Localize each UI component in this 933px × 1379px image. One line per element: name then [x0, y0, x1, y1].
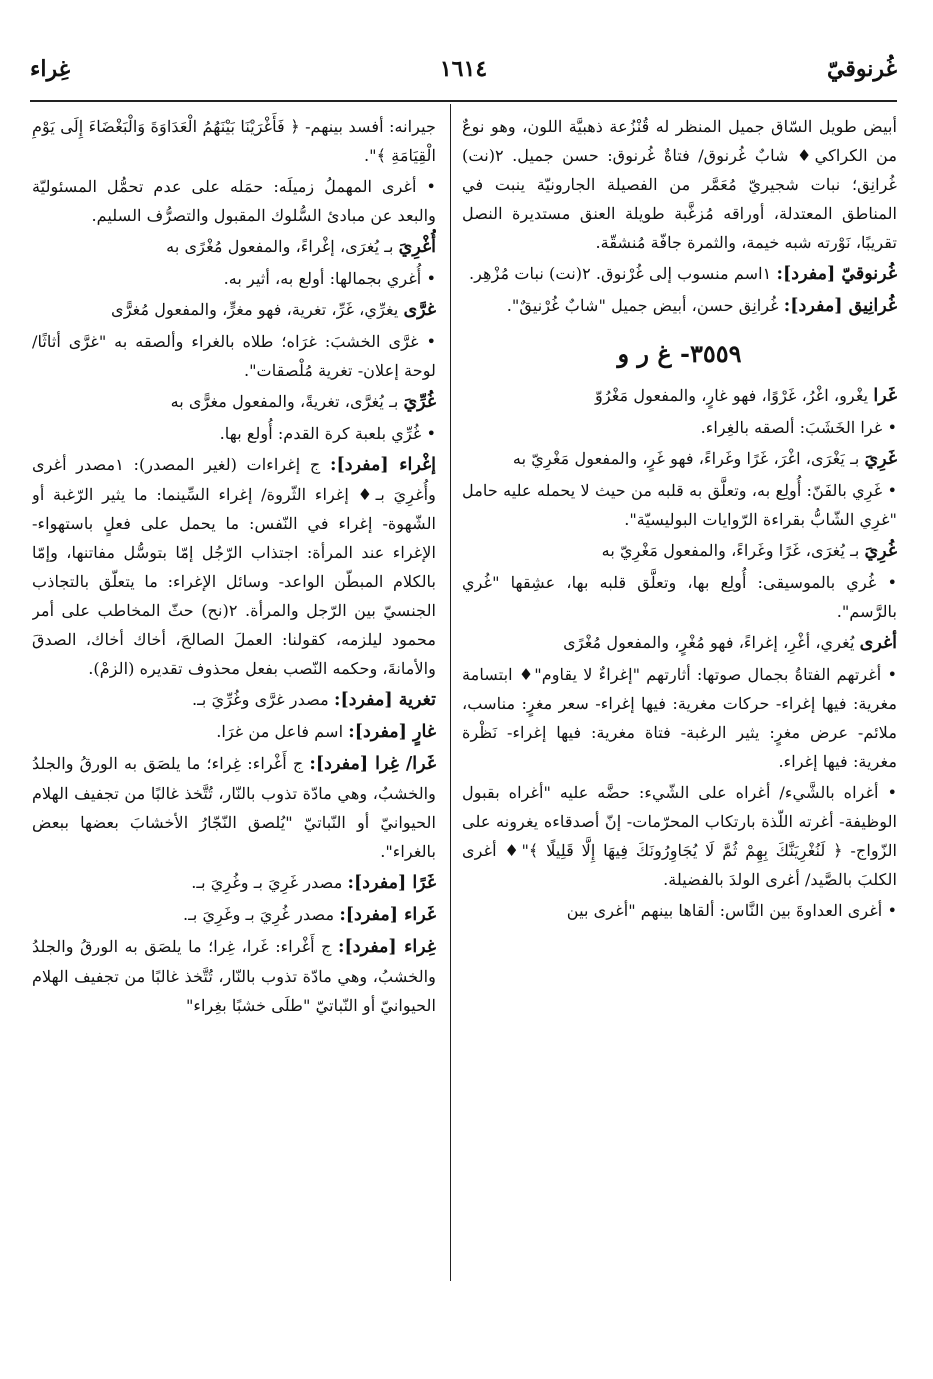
dictionary-entry: [32, 112, 436, 170]
entry-headword: غَرا: [873, 386, 897, 406]
entry-definition: • أغراه بالشَّيء/ أغراه على الشّيء: حضَّه عليه "أغراه بقبول الوظيفة- أغرته اللّذة بارتكاب المحرّمات- إنّ أصدقاءه يغرونه على الزّواج- ﴿ لَنُغْرِيَنَّكَ بِهِمْ ثُمَّ لَا يُجَاوِرُونَكَ فِيهَا إِلَّا قَلِيلًا ﴾"♦ أغرى الكلبَ بالصَّيد/ أغرى الولدَ بالفضيلة.: [462, 783, 897, 889]
entry-definition: • غَرِي بالفَنّ: أُولِع به، وتعلَّق به قلبه من حيث لا يحمله عليه حامل "غرِي الشّابُّ بقراءة الرّوايات البوليسيّة".: [462, 481, 897, 529]
entry-definition: • أغرى العداوةَ بين النَّاس: ألقاها بينهم "أغرى بين: [566, 901, 897, 920]
entry-headword: غُرِيَ: [864, 541, 897, 561]
entry-definition: غُرانِق حسن، أبيض جميل "شابٌ غُرْنيقٌ".: [506, 296, 784, 315]
dictionary-entry: [32, 295, 436, 325]
entry-headword: غَراء [مفرد]:: [339, 905, 436, 925]
entry-headword: غَرًا [مفرد]:: [347, 873, 436, 893]
dictionary-entry: [32, 419, 436, 448]
entry-definition: بـ يُغرَى، غَرًا وغَراءً، والمفعول مَغْرِيّ به: [601, 541, 865, 560]
entry-definition: • غُرِّي بلعبة كرة القدم: أُولع بها.: [219, 424, 436, 443]
entry-headword: تغرية [مفرد]:: [333, 690, 436, 710]
entry-definition: يغرِّي، غَرِّ، تغرية، فهو مغرٍّ، والمفعول مُغرًّى: [111, 300, 404, 319]
entry-headword: أغرى: [859, 633, 897, 653]
entry-definition: يُغري، أغْرِ، إغراءً، فهو مُغْرٍ، والمفعول مُغْرًى: [563, 633, 860, 652]
entry-headword: غَرا/ غِرا [مفرد]:: [309, 754, 436, 774]
entry-headword: غُرِّيَ: [403, 392, 436, 412]
entry-headword: غارٍ [مفرد]:: [348, 722, 436, 742]
entry-definition: جيرانه: أفسد بينهم- ﴿ فَأَغْرَيْنَا بَيْنَهُمُ الْعَدَاوَةَ وَالْبَغْضَاءَ إِلَى يَوْمِ الْقِيَامَةِ ﴾".: [32, 117, 436, 165]
dictionary-entry: [32, 450, 436, 683]
entry-headword: غِراء [مفرد]:: [338, 937, 436, 957]
entry-definition: أبيض طويل السّاق جميل المنظر له قُنْزُعة ذهبيَّة اللون، وهو نوعٌ من الكراكي♦ شابٌ غُرنوق/ فتاةٌ غُرنوق: حسن جميل. ٢(نت) غُرانِق؛ نبات شجيريّ مُعَمَّر من الفصيلة الجارونيّة ينبت في المناطق المعتدلة، أوراقه مُزغَّبة طويلة العنق مستديرة النصل تقريبًا، نَوْرته شبه خيمة، والثمرة جافّة مُنشقّة.: [462, 117, 897, 252]
entry-definition: بـ يُغرَّى، تغريةً، والمفعول مغرًّى به: [170, 392, 404, 411]
entry-headword: غَرِيَ: [864, 449, 897, 469]
page-number: ١٦١٤: [439, 56, 488, 82]
entry-definition: • غُري بالموسيقى: أُولِع بها، وتعلَّق قلبه بها، عشِقها "غُري بالرَّسم".: [462, 573, 897, 621]
entry-definition: يغْرو، اغْرُ، غَرْوًا، فهو غارٍ، والمفعول مَغْرُوّ: [595, 386, 874, 405]
dictionary-entry: [32, 172, 436, 230]
entry-headword: غُرانِيق [مفرد]:: [783, 296, 897, 316]
entry-definition: بـ يَغْرَى، اغْرَ، غَرًا وغَراءً، فهو غَرٍ، والمفعول مَغْرِيّ به: [512, 449, 865, 468]
dictionary-entry: [462, 536, 897, 566]
entry-definition: ج أَغْراء: غَرا، غِرا؛ ما يلصَق به الورقُ والجلدُ والخشبُ، وهي مادّة تذوب بالنّار، تُتَّخذ غالبًا من تجفيف الهلام الحيوانيّ أو النّباتيّ "طلَى خشبًا بغِراء": [32, 937, 436, 1015]
dictionary-entry: [32, 387, 436, 417]
left-column: [32, 112, 436, 1280]
dictionary-entry: [462, 778, 897, 894]
header-first-word: غُرنوقيّ: [827, 56, 897, 82]
entry-definition: بـ يُغرَى، إغْراءً، والمفعول مُغْرًى به: [166, 237, 399, 256]
entry-definition: • أغرى المهملُ زميلَه: حمَله على عدم تحمُّل المسئوليّة والبعد عن مبادئ السُّلوك المقبول والتصرُّف السليم.: [32, 177, 436, 225]
dictionary-entry: [32, 868, 436, 898]
dictionary-entry: [462, 476, 897, 534]
header-rule: [30, 100, 897, 102]
right-column: [462, 112, 897, 1280]
entry-headword: إغْراء [مفرد]:: [329, 455, 436, 475]
dictionary-entry: [462, 444, 897, 474]
entry-headword: غُرنوقيّ [مفرد]:: [776, 264, 897, 284]
dictionary-entry: [32, 232, 436, 262]
dictionary-entry: [462, 568, 897, 626]
dictionary-entry: [32, 685, 436, 715]
entry-definition: مصدر غُرِيَ بـ وغَرِيَ بـ.: [182, 905, 340, 924]
entry-definition: مصدر غَرِيَ بـ وغُرِيَ بـ.: [191, 873, 348, 892]
dictionary-entry: [462, 628, 897, 658]
header-last-word: غِراء: [30, 56, 71, 82]
dictionary-entry: [32, 932, 436, 1020]
entry-definition: اسم فاعل من غرَا.: [216, 722, 349, 741]
entry-definition: ج إغراءات (لغير المصدر): ١مصدر أغرى وأُغرِيَ بـ♦ إغراء الثّروة/ إغراء السِّينما: ما يثير الرّغبة أو الشّهوة- إغراء في النّفس: ما يحمل على فعلٍ باستهواء- الإغراء عند المرأة: اجتذاب الرّجُل إمّا بتوسُّل مفاتنها، وإمّا بالكلام المبطّن الواعد- وسائل الإغراء: ما يتعلّق بالتجاذب الجنسيّ بين الرّجل والمرأة. ٢(نح) حثّ المخاطب على أمر محمود ليلزمه، كقولنا: العملَ الصالحَ، أخاك أخاك، الصدقَ والأمانةَ، وحكمه النّصب بفعل محذوف تقديره (الزمْ).: [32, 455, 436, 678]
root-heading: ٣٥٥٩- غ ر و: [617, 339, 742, 368]
entry-headword: غرَّى: [403, 300, 436, 320]
entry-definition: مصدر غرَّى وغُرِّيَ بـ.: [192, 690, 334, 709]
dictionary-entry: [462, 660, 897, 776]
dictionary-entry: [462, 896, 897, 925]
dictionary-entry: [32, 717, 436, 747]
entry-headword: أُغْرِيَ: [398, 237, 436, 257]
dictionary-entry: [462, 259, 897, 289]
entry-definition: • أُغري بجمالها: أولع به، أثير به.: [223, 269, 436, 288]
dictionary-entry: [462, 381, 897, 411]
column-divider: [450, 104, 451, 1281]
dictionary-entry: [32, 900, 436, 930]
entry-definition: ١اسم منسوب إلى غُرْنوق. ٢(نت) نبات مُزْهِر.: [468, 264, 777, 283]
dictionary-entry: [32, 327, 436, 385]
entry-definition: • أغرتهم الفتاةُ بجمال صوتها: أثارتهم "إغراءٌ لا يقاوم"♦ ابتسامة مغرية: فيها إغراء- حركات مغرية: فيها إغراء- سعر مغرٍ: مناسب، ملائم- عرض مغرٍ: يثير الرغبة- فتاة مغرية: فيها إغراء- نَظْرة مغرية: فيها إغراء.: [462, 665, 897, 771]
dictionary-entry: [462, 413, 897, 442]
dictionary-entry: [32, 749, 436, 866]
dictionary-entry: [462, 112, 897, 257]
entry-definition: ج أَغْراء: غِراء؛ ما يلصَق به الورقُ والجلدُ والخشبُ، وهي مادّة تذوب بالنّار، تُتَّخذ غالبًا من تجفيف الهلام الحيوانيّ أو النّباتيّ "يُلصق النّجّارُ الأخشابَ بعضها ببعض بالغراء".: [32, 754, 436, 861]
entry-definition: • غرا الخَشَبَ: ألصقه بالغِراء.: [700, 418, 897, 437]
page-header: [30, 52, 897, 92]
entry-definition: • غرَّى الخشبَ: غرَاه؛ طلاه بالغراء وألصقه به "غرَّى أثاثًا/ لوحة إعلان- تغرية مُلْصقات".: [32, 332, 436, 380]
dictionary-entry: [32, 264, 436, 293]
dictionary-entry: [462, 291, 897, 321]
